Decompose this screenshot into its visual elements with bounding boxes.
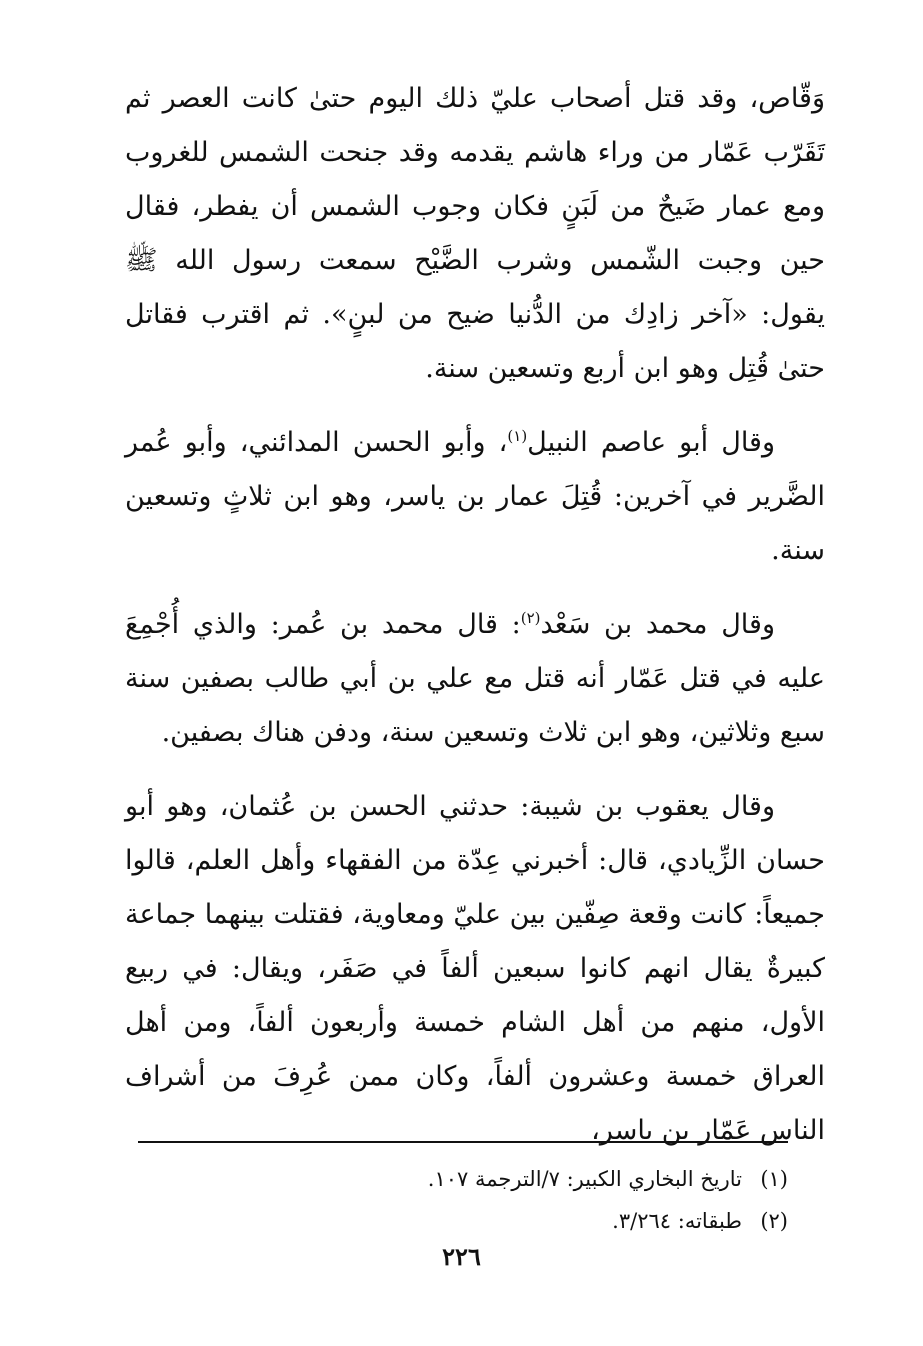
footnote-ref-1: (١): [507, 427, 528, 445]
footnotes: [138, 1158, 788, 1242]
footnote-number: (١): [760, 1167, 788, 1191]
footnote-ref-2: (٢): [520, 609, 541, 627]
paragraph-2-lead: وقال أبو عاصم النبيل: [527, 427, 775, 458]
footnote-2: [138, 1200, 788, 1242]
paragraph-2-rest: ، وأبو الحسن المدائني، وأبو عُمر الضَّرير في آخرين: قُتِلَ عمار بن ياسر، وهو ابن ثلاثٍ وتسعين سنة.: [125, 427, 825, 566]
paragraph-3: [125, 598, 825, 760]
footnote-text: تاريخ البخاري الكبير: ٧/الترجمة ١٠٧.: [427, 1167, 742, 1191]
paragraph-3-rest: : قال محمد بن عُمر: والذي أُجْمِعَ عليه في قتل عَمّار أنه قتل مع علي بن أبي طالب بصفين سنة سبع وثلاثين، وهو ابن ثلاث وتسعين سنة، ودفن هناك بصفين.: [125, 609, 825, 748]
paragraph-4: وقال يعقوب بن شيبة: حدثني الحسن بن عُثمان، وهو أبو حسان الزِّيادي، قال: أخبرني عِدّة من الفقهاء وأهل العلم، قالوا جميعاً: كانت وقعة صِفّين بين عليّ ومعاوية، فقتلت بينهما جماعة كبيرةٌ يقال انهم كانوا سبعين ألفاً في صَفَر، ويقال: في ربيع الأول، منهم من أهل الشام خمسة وأربعون ألفاً، ومن أهل العراق خمسة وعشرون ألفاً، وكان ممن عُرِفَ من أشراف الناس عَمّار بن ياسر،: [125, 791, 825, 1146]
paragraph-1: وَقّاص، وقد قتل أصحاب عليّ ذلك اليوم حتىٰ كانت العصر ثم تَقَرّب عَمّار من وراء هاشم يقدمه وقد جنحت الشمس للغروب ومع عمار ضَيحٌ من لَبَنٍ فكان وجوب الشمس أن يفطر، فقال حين وجبت الشّمس وشرب الضَّيْح سمعت رسول الله ﷺ يقول: «آخر زادِك من الدُّنيا ضيح من لبنٍ». ثم اقترب فقاتل حتىٰ قُتِل وهو ابن أربع وتسعين سنة.: [125, 83, 825, 384]
paragraph-3-lead: وقال محمد بن سَعْد: [540, 609, 775, 640]
footnote-1: [138, 1158, 788, 1200]
footnote-text: طبقاته: ٣/٢٦٤.: [612, 1209, 742, 1233]
footnote-divider: [138, 1141, 788, 1143]
page-number: ٢٢٦: [442, 1242, 481, 1271]
footnote-number: (٢): [760, 1209, 788, 1233]
paragraph-2: [125, 416, 825, 578]
main-text: [125, 72, 825, 1178]
